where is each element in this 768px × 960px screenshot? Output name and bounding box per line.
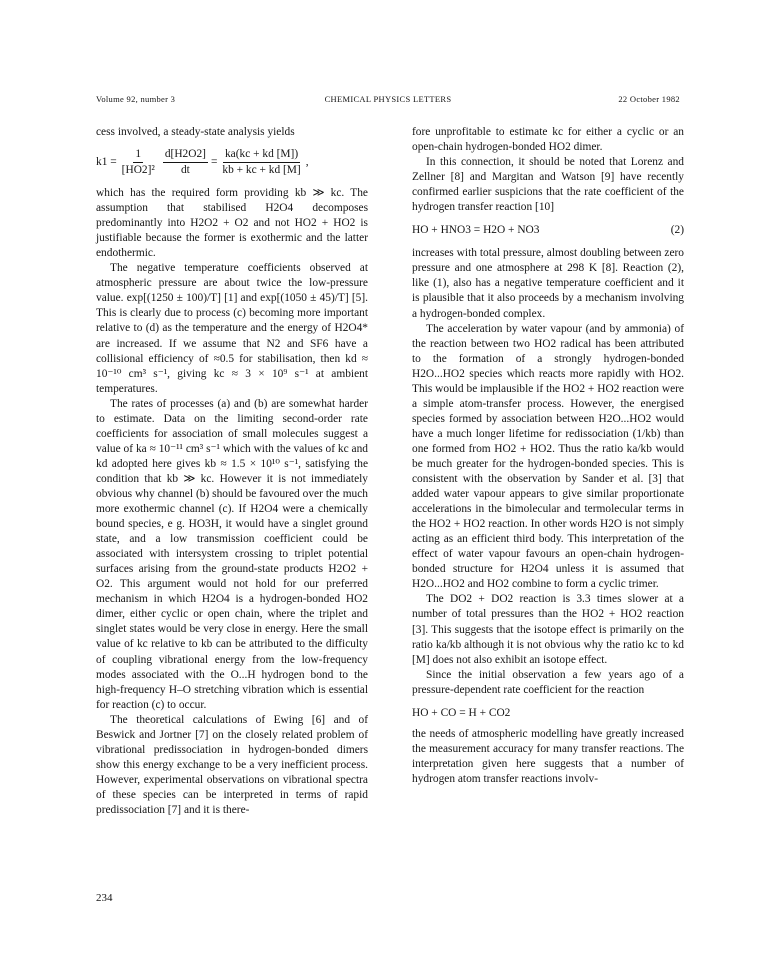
paragraph-r4: The DO2 + DO2 reaction is 3.3 times slower at a number of total pressures than the HO2 + HO2 reaction [3]. This suggests that the isotope effect is primarily on the ratio ka/kb although it is not obvious why the ratio kc to kd [M] does not also exhibit an isotope effect. bbox=[412, 593, 684, 666]
paragraph-intro: cess involved, a steady-state analysis yields bbox=[96, 126, 295, 138]
fraction-2-denominator: dt bbox=[180, 163, 190, 176]
journal-title: CHEMICAL PHYSICS LETTERS bbox=[324, 94, 452, 104]
fraction-3-denominator: kb + kc + kd [M] bbox=[222, 163, 301, 176]
eq-trail: , bbox=[305, 155, 309, 168]
paragraph-1-rest: which has the required form providing kb ≫ kc. The assumption that stabilised H2O4 decomposes predominantly into H2O2 + O2 and not HO2 + HO2 is justifiable because the former is exothermic and the latter endothermic. bbox=[96, 187, 368, 260]
paragraph-4: The theoretical calculations of Ewing [6] and of Beswick and Jortner [7] on the closely related problem of vibrational predissociation in hydrogen-bonded dimers show this energy exchange to be a very inefficient process. However, experimental observations on vibrational spectra of these species can be interpreted in terms of rapid predissociation [7] and it is there- bbox=[96, 713, 368, 816]
equation-2-text: HO + HNO3 = H2O + NO3 bbox=[412, 224, 540, 237]
paragraph-3: The rates of processes (a) and (b) are somewhat harder to estimate. Data on the limiting second-order rate coefficients for association of small molecules suggest a value of ka ≈ 10⁻¹¹ cm³ s⁻¹ which with the values of kc and kd adopted here gives kb ≈ 1.5 × 10¹⁰ s⁻¹, satisfying the condition that kb ≫ kc. However it is not immediately obvious why channel (b) should be favoured over the much more exothermic channel (c). If H2O4 were a chemically bound species, e g. HO3H, it would have a singlet ground state, and a low transmission coefficient could be associated with intersystem crossing to triplet potential surfaces arising from the ground-state products H2O2 + O2. This argument would not hold for our preferred mechanism in which H2O4 is a hydrogen-bonded HO2 dimer, either cyclic or open chain, where the triplet and singlet states would be very close in energy. Here the small value of kc relative to kb can be attributed to the difficulty of coupling vibrational energy from the low-frequency modes associated with the O...H hydrogen bond to the high-frequency H–O stretching vibration which is essential for reaction (c) to occur. bbox=[96, 397, 368, 711]
left-column bbox=[96, 125, 368, 818]
volume-info: Volume 92, number 3 bbox=[96, 94, 176, 104]
paragraph-r2-rest: increases with total pressure, almost doubling between zero pressure and one atmosphere at 298 K [8]. Reaction (2), like (1), also has a negative temperature coefficient and it is plausible that it also proceeds by a mechanism involving a hydrogen-bonded complex. bbox=[412, 247, 684, 320]
equation-k1 bbox=[96, 142, 368, 182]
paragraph-r2-intro: In this connection, it should be noted that Lorenz and Zellner [8] and Margitan and Watson [9] have recently confirmed earlier suspicions that the rate coefficient of the hydrogen transfer reaction [10] bbox=[412, 156, 684, 214]
issue-date: 22 October 1982 bbox=[618, 94, 680, 104]
equation-2-number: (2) bbox=[670, 224, 684, 237]
right-column bbox=[412, 125, 684, 787]
paragraph-r5-rest: the needs of atmospheric modelling have greatly increased the measurement accuracy for many transfer reactions. The interpretation given here suggests that a number of hydrogen atom transfer reactions involv- bbox=[412, 727, 684, 785]
equation-2 bbox=[412, 223, 684, 238]
paragraph-r3: The acceleration by water vapour (and by ammonia) of the reaction between two HO2 radical has been attributed to the formation of a strongly hydrogen-bonded H2O...HO2 species which reacts more rapidly with HO2. This would be implausible if the HO2 + HO2 reaction were a simple atom-transfer process. However, the energised species formed by association between H2O...HO2 would have a much longer lifetime for redissociation (1/kb) than one formed from HO2 + HO2. Thus the ratio ka/kb would be much greater for the hydrogen-bonded species. This is consistent with the observation by Sander et al. [3] that added water vapour appears to give similar proportionate accelerations in the bimolecular and termolecular terms in the HO2 + HO2 reaction. In other words H2O is not simply acting as an efficient third body. This interpretation of the effect of water vapour favours an open-chain hydrogen-bonded structure for H2O4 unless it is assumed that H2O...HO2 and HO2 combine to form a cyclic trimer. bbox=[412, 322, 684, 591]
equation-3 bbox=[412, 706, 684, 721]
running-header bbox=[96, 94, 680, 108]
fraction-1 bbox=[120, 148, 157, 177]
equation-3-text: HO + CO = H + CO2 bbox=[412, 706, 511, 719]
paragraph-r5-intro: Since the initial observation a few years ago of a pressure-dependent rate coefficient for the reaction bbox=[412, 668, 684, 696]
paragraph-r1: fore unprofitable to estimate kc for either a cyclic or an open-chain hydrogen-bonded HO2 dimer. bbox=[412, 126, 684, 154]
fraction-1-numerator: 1 bbox=[133, 148, 143, 163]
fraction-1-denominator: [HO2]² bbox=[121, 163, 155, 176]
fraction-3 bbox=[220, 148, 302, 177]
fraction-2 bbox=[163, 148, 208, 177]
fraction-2-numerator: d[H2O2] bbox=[163, 148, 208, 163]
page-number: 234 bbox=[96, 892, 113, 904]
paragraph-2: The negative temperature coefficients observed at atmospheric pressure are about twice the low-pressure value. exp[(1250 ± 100)/T] [1] and exp[(1050 ± 45)/T] [5]. This is clearly due to process (c) becoming more important relative to (d) as the temperature and the energy of H2O4* are increased. If we assume that N2 and SF6 have a collisional efficiency of ≈0.5 for stabilisation, then kd ≈ 10⁻¹⁰ cm³ s⁻¹, giving kc ≈ 3 × 10⁹ s⁻¹ at ambient temperatures. bbox=[96, 262, 368, 395]
fraction-3-numerator: ka(kc + kd [M]) bbox=[223, 148, 300, 163]
eq-lhs: k1 = bbox=[96, 155, 117, 168]
eq-equals: = bbox=[210, 155, 218, 168]
